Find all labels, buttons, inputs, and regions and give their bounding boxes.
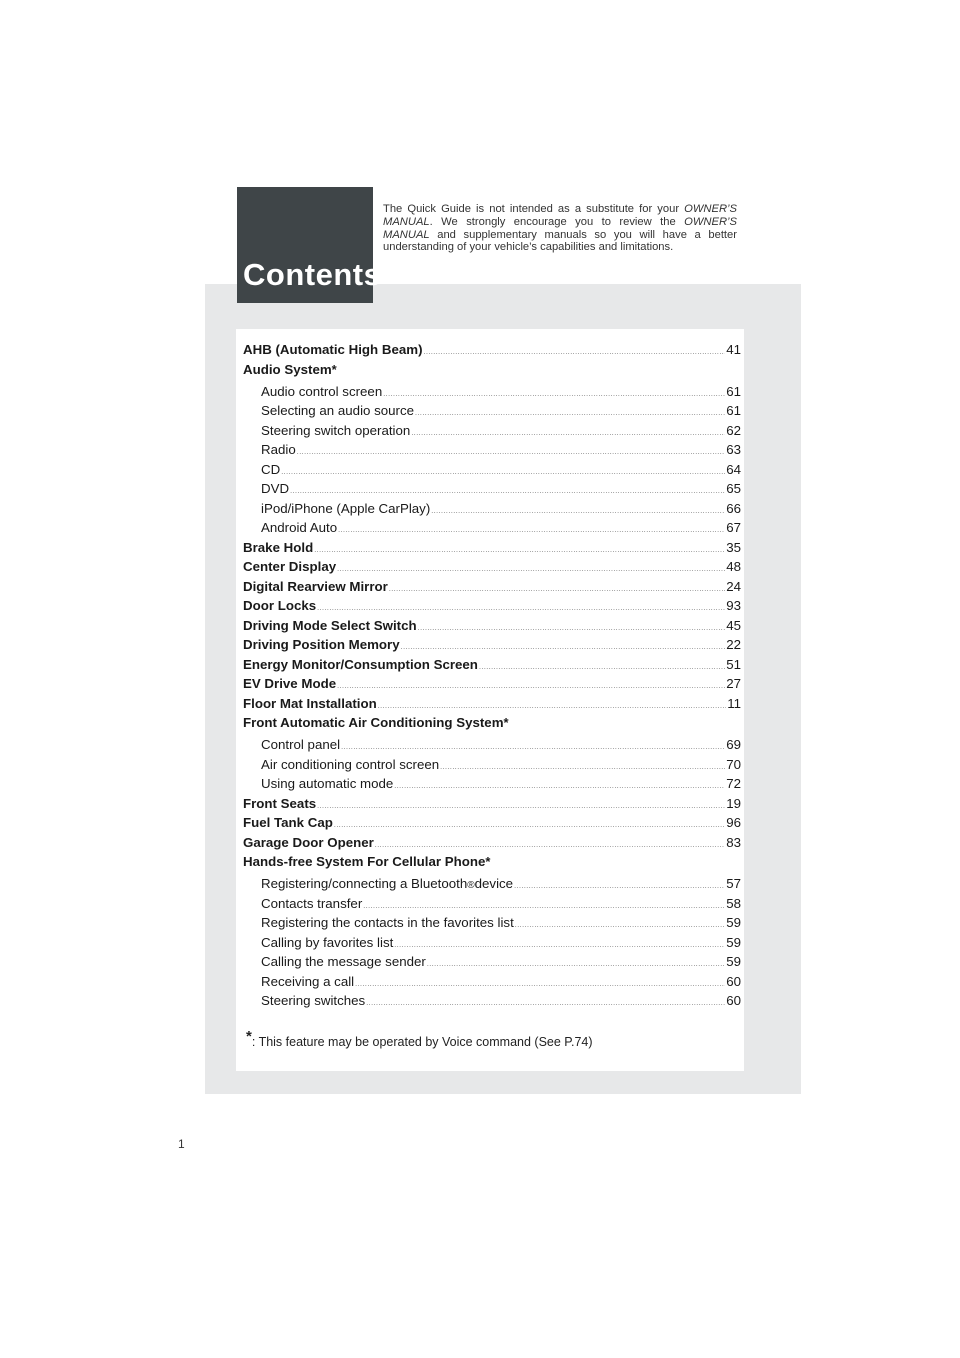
toc-entry-page: 93: [726, 598, 741, 613]
toc-entry[interactable]: Front Automatic Air Conditioning System *: [243, 715, 509, 730]
toc-entry-label: Steering switch operation: [261, 422, 411, 438]
toc-entry-label: Calling the message sender: [261, 954, 426, 969]
dot-leader: [415, 410, 725, 417]
toc-entry[interactable]: [243, 815, 741, 835]
page-number: 1: [178, 1137, 185, 1151]
owners-manual-ref-2: OWNER’S MANUAL: [383, 215, 737, 241]
toc-entry-label: Selecting an audio source: [261, 403, 415, 418]
toc-entry-label: Calling by favorites list: [261, 934, 394, 950]
toc-entry[interactable]: [243, 737, 741, 757]
toc-entry-label: Control panel: [261, 737, 341, 752]
toc-entry-page: 62: [726, 422, 741, 438]
toc-entry[interactable]: Registering/connecting a Bluetooth ® device ..... 57: [243, 876, 741, 896]
toc-entry-label: CD: [261, 461, 281, 477]
footnote-text: : This feature may be operated by Voice command (See P.74): [251, 1035, 593, 1049]
dot-leader: [363, 903, 725, 910]
toc-entry-page: 61: [726, 403, 741, 418]
toc-entry-label: Brake Hold: [243, 539, 314, 555]
intro-notice: The Quick Guide is not intended as a substitute for your OWNER’S MANUAL. We strongly encourage you to review the OWNER’S MANUAL and supplementary manuals so you will have a better understanding of your vehicle’s capabilities and limitations.: [383, 203, 737, 254]
dot-leader: [394, 942, 725, 949]
toc-entry-page: 51: [726, 656, 741, 672]
toc-entry-page: 35: [726, 539, 741, 555]
toc-entry-label: Audio control screen: [261, 383, 383, 399]
toc-entry-page: 24: [726, 578, 741, 594]
toc-entry[interactable]: [243, 637, 741, 657]
dot-leader: [341, 744, 725, 751]
toc-entry-label-suffix: device: [474, 876, 514, 891]
toc-entry-label: Android Auto: [261, 520, 338, 535]
dot-leader: [401, 644, 726, 651]
dot-leader: [431, 508, 725, 515]
owners-manual-ref-1: OWNER’S MANUAL: [383, 203, 737, 228]
dot-leader: [337, 566, 725, 573]
table-of-contents: [243, 342, 741, 1013]
toc-entry-label: Audio System: [243, 361, 332, 377]
dot-leader: [297, 449, 725, 456]
dot-leader: [375, 842, 725, 849]
dot-leader: [338, 527, 725, 534]
toc-entry-page: 67: [726, 520, 741, 535]
toc-entry-page: 70: [726, 756, 741, 772]
toc-entry-page: 57: [726, 876, 741, 891]
toc-entry-page: 65: [726, 481, 741, 496]
toc-entry[interactable]: [243, 757, 741, 777]
toc-entry[interactable]: [243, 796, 741, 816]
dot-leader: [355, 981, 725, 988]
dot-leader: [479, 664, 725, 671]
dot-leader: [378, 703, 726, 710]
toc-entry[interactable]: [243, 442, 741, 462]
toc-entry-label: Registering the contacts in the favorites list: [261, 915, 514, 930]
toc-entry-label: iPod/iPhone (Apple CarPlay): [261, 500, 431, 516]
toc-entry-page: 96: [726, 815, 741, 830]
toc-entry[interactable]: [243, 462, 741, 482]
toc-entry-page: 41: [726, 342, 741, 357]
toc-entry-page: 45: [726, 617, 741, 633]
dot-leader: [424, 349, 726, 356]
toc-entry[interactable]: [243, 896, 741, 916]
dot-leader: [334, 822, 725, 829]
toc-entry[interactable]: [243, 342, 741, 362]
toc-entry-page: 58: [726, 895, 741, 911]
toc-entry-label: Registering/connecting a Bluetooth: [261, 876, 468, 891]
toc-entry-label: Garage Door Opener: [243, 834, 374, 850]
dot-leader: [314, 547, 725, 554]
toc-entry-label: Contacts transfer: [261, 895, 363, 911]
toc-entry-label: Energy Monitor/Consumption Screen: [243, 656, 478, 672]
dot-leader: [317, 605, 725, 612]
toc-entry-page: 48: [726, 559, 741, 574]
toc-entry[interactable]: [243, 618, 741, 638]
toc-entry-label: Air conditioning control screen: [261, 756, 440, 772]
toc-entry[interactable]: [243, 423, 741, 443]
toc-entry-page: 11: [727, 695, 741, 711]
toc-entry[interactable]: [243, 579, 741, 599]
toc-entry[interactable]: [243, 935, 741, 955]
dot-leader: [317, 803, 725, 810]
toc-entry[interactable]: [243, 776, 741, 796]
dot-leader: [281, 469, 725, 476]
toc-entry-page: 19: [726, 795, 741, 811]
toc-entry[interactable]: [243, 835, 741, 855]
toc-entry-label: Driving Mode Select Switch: [243, 617, 417, 633]
toc-entry-page: 27: [726, 676, 741, 691]
toc-entry-page: 66: [726, 500, 741, 516]
toc-entry-label: Using automatic mode: [261, 776, 394, 791]
toc-entry-page: 83: [726, 834, 741, 850]
toc-entry-page: 61: [726, 383, 741, 399]
toc-entry[interactable]: Audio System *: [243, 361, 337, 377]
toc-entry-label: Door Locks: [243, 598, 317, 613]
dot-leader: [290, 488, 725, 495]
dot-leader: [514, 883, 725, 890]
toc-entry-label: AHB (Automatic High Beam): [243, 342, 423, 357]
toc-entry[interactable]: [243, 501, 741, 521]
toc-entry[interactable]: [243, 559, 741, 579]
toc-entry-label: Fuel Tank Cap: [243, 815, 333, 830]
dot-leader: [515, 922, 725, 929]
toc-entry-label: Floor Mat Installation: [243, 695, 377, 711]
dot-leader: [411, 430, 725, 437]
dot-leader: [337, 683, 725, 690]
toc-entry[interactable]: [243, 598, 741, 618]
toc-entry-label: Receiving a call: [261, 973, 355, 989]
toc-entry[interactable]: [243, 993, 741, 1013]
toc-entry[interactable]: [243, 974, 741, 994]
toc-entry[interactable]: [243, 403, 741, 423]
toc-entry-page: 64: [726, 461, 741, 477]
toc-entry[interactable]: [243, 384, 741, 404]
toc-entry-label: Center Display: [243, 559, 337, 574]
toc-entry-label: Radio: [261, 442, 296, 457]
toc-entry-label: Front Seats: [243, 795, 317, 811]
toc-entry[interactable]: [243, 915, 741, 935]
toc-entry[interactable]: [243, 520, 741, 540]
toc-entry[interactable]: [243, 676, 741, 696]
dot-leader: [366, 1000, 725, 1007]
toc-entry-page: 59: [726, 934, 741, 950]
toc-entry-page: 69: [726, 737, 741, 752]
toc-entry[interactable]: [243, 696, 741, 716]
toc-entry-label: Driving Position Memory: [243, 637, 400, 652]
toc-entry[interactable]: Hands-free System For Cellular Phone *: [243, 854, 491, 869]
toc-entry[interactable]: [243, 481, 741, 501]
toc-entry-label: EV Drive Mode: [243, 676, 337, 691]
toc-entry-page: 60: [726, 973, 741, 989]
toc-entry-page: 63: [726, 442, 741, 457]
footnote-star: *: [246, 1027, 252, 1045]
toc-entry-label: DVD: [261, 481, 290, 496]
toc-entry-page: 60: [726, 993, 741, 1008]
toc-entry-page: 59: [726, 915, 741, 930]
contents-title: Contents: [243, 257, 382, 292]
dot-leader: [418, 625, 726, 632]
toc-entry-page: 59: [726, 954, 741, 969]
toc-entry-label: Steering switches: [261, 993, 366, 1008]
toc-entry-page: 22: [726, 637, 741, 652]
toc-entry-page: 72: [726, 776, 741, 791]
dot-leader: [440, 764, 725, 771]
dot-leader: [427, 961, 725, 968]
footnote: [246, 1027, 593, 1049]
dot-leader: [389, 586, 725, 593]
toc-entry[interactable]: [243, 540, 741, 560]
dot-leader: [383, 391, 725, 398]
toc-entry-label: Front Automatic Air Conditioning System: [243, 715, 504, 730]
contents-title-tab: [237, 187, 382, 303]
toc-entry-label: Hands-free System For Cellular Phone: [243, 854, 486, 869]
toc-entry-label: Digital Rearview Mirror: [243, 578, 388, 594]
toc-entry[interactable]: [243, 657, 741, 677]
toc-entry[interactable]: [243, 954, 741, 974]
dot-leader: [394, 783, 725, 790]
